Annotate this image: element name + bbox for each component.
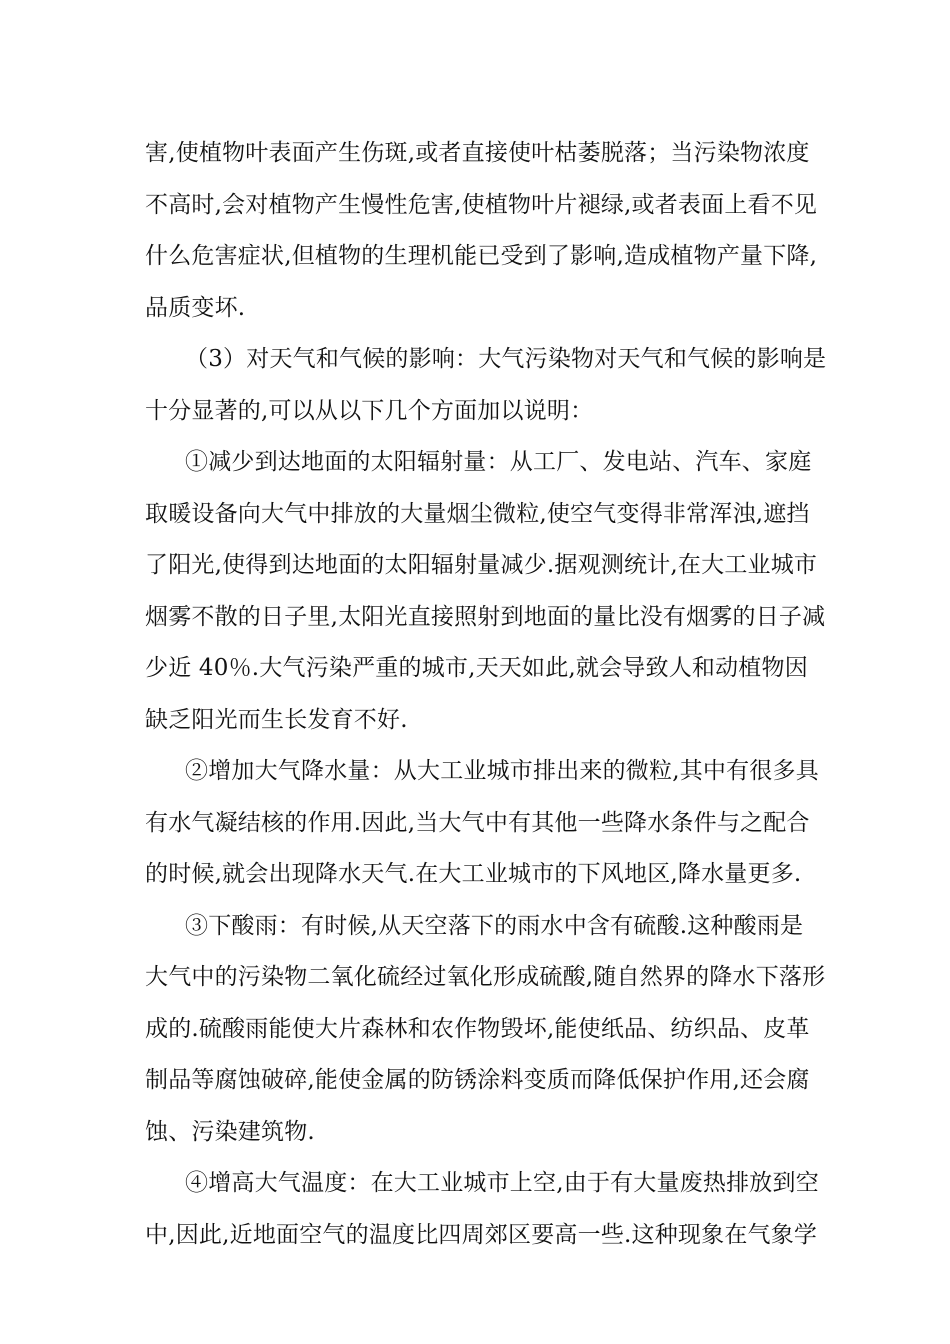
text-line: 什么危害症状,但植物的生理机能已受到了影响,造成植物产量下降, — [145, 243, 818, 269]
text-line: 了阳光,使得到达地面的太阳辐射量减少.据观测统计,在大工业城市 — [145, 552, 818, 578]
document-body — [145, 128, 827, 1261]
text-line: 不高时,会对植物产生慢性危害,使植物叶片褪绿,或者表面上看不见 — [145, 191, 818, 218]
paragraph-heading-weather-climate: （3）对天气和气候的影响：大气污染物对天气和气候的影响是 — [185, 346, 827, 372]
text-line: 取暖设备向大气中排放的大量烟尘微粒,使空气变得非常浑浊,遮挡 — [145, 500, 810, 527]
text-line: 中,因此,近地面空气的温度比四周郊区要高一些.这种现象在气象学 — [145, 1221, 818, 1248]
text-line: 蚀、污染建筑物. — [145, 1118, 315, 1145]
paragraph-temperature: ④增高大气温度：在大工业城市上空,由于有大量废热排放到空 — [185, 1170, 819, 1196]
text-line: 十分显著的,可以从以下几个方面加以说明： — [145, 397, 594, 424]
text-line: 成的.硫酸雨能使大片森林和农作物毁坏,能使纸品、纺织品、皮革 — [145, 1015, 810, 1042]
text-line: 制品等腐蚀破碎,能使金属的防锈涂料变质而降低保护作用,还会腐 — [145, 1067, 810, 1093]
text-line: 品质变坏. — [145, 294, 246, 321]
text-line: 烟雾不散的日子里,太阳光直接照射到地面的量比没有烟雾的日子减 — [145, 603, 826, 630]
text-line: 大气中的污染物二氧化硫经过氧化形成硫酸,随自然界的降水下落形 — [145, 964, 826, 990]
text-line: 的时候,就会出现降水天气.在大工业城市的下风地区,降水量更多. — [145, 861, 802, 887]
text-line: 有水气凝结核的作用.因此,当大气中有其他一些降水条件与之配合 — [145, 809, 810, 836]
paragraph-acid-rain: ③下酸雨：有时候,从天空落下的雨水中含有硫酸.这种酸雨是 — [185, 912, 804, 939]
text-line: 害,使植物叶表面产生伤斑,或者直接使叶枯萎脱落；当污染物浓度 — [145, 140, 810, 166]
text-line: 缺乏阳光而生长发育不好. — [145, 706, 408, 733]
paragraph-solar-radiation: ①减少到达地面的太阳辐射量：从工厂、发电站、汽车、家庭 — [185, 449, 812, 475]
paragraph-precipitation: ②增加大气降水量：从大工业城市排出来的微粒,其中有很多具 — [185, 758, 819, 784]
text-line: 少近 40％.大气污染严重的城市,天天如此,就会导致人和动植物因 — [145, 655, 808, 681]
